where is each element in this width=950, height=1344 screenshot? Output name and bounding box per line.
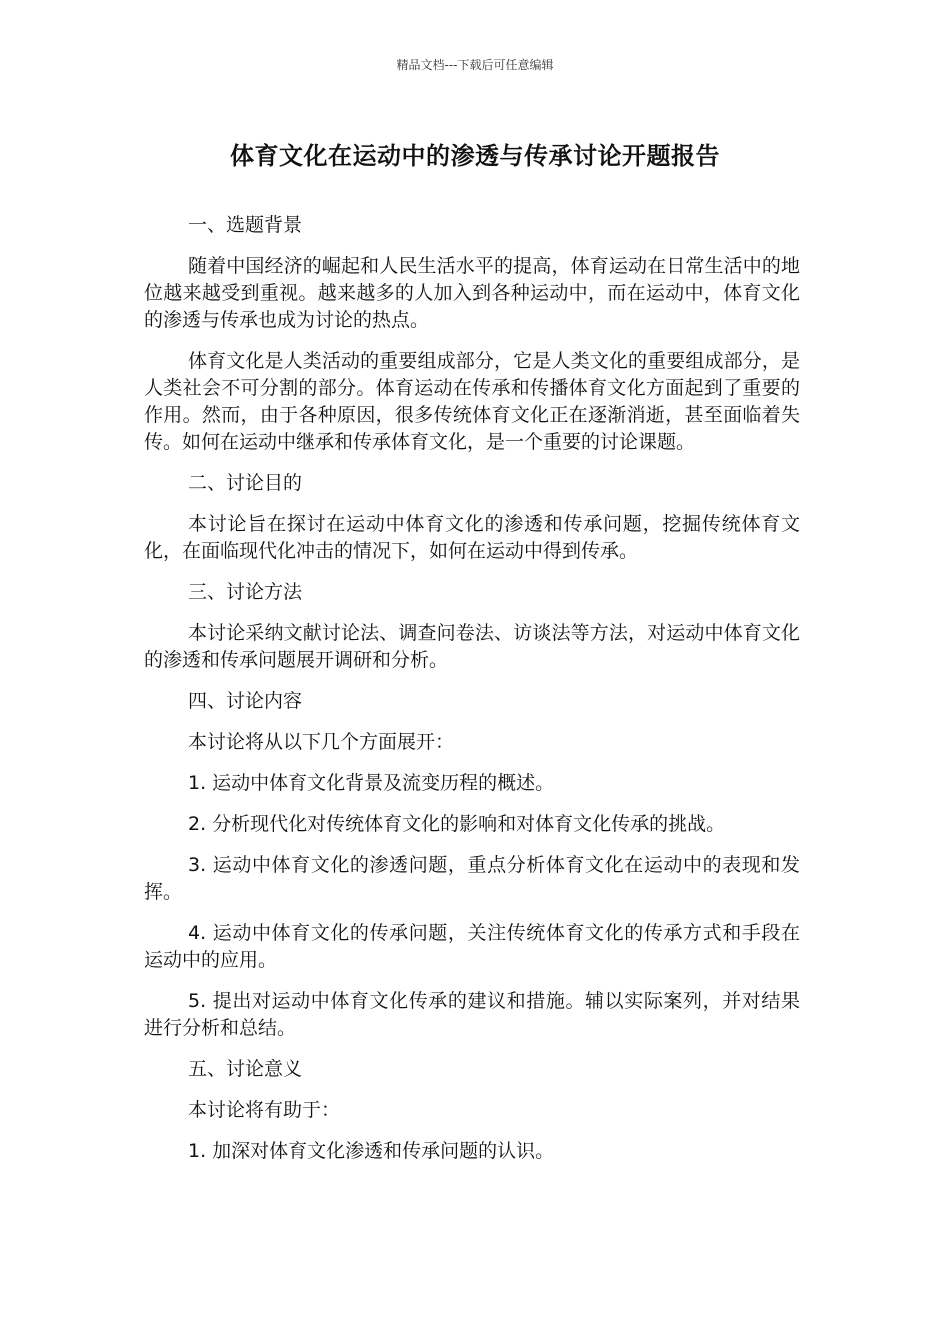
list-item: 2. 分析现代化对传统体育文化的影响和对体育文化传承的挑战。 [188, 813, 726, 835]
paragraph: 本讨论将有助于： [188, 1099, 341, 1121]
section-heading-background: 一、选题背景 [188, 214, 303, 236]
paragraph: 体育文化是人类活动的重要组成部分，它是人类文化的重要组成部分，是人类社会不可分割的部分。体育运动在传承和传播体育文化方面起到了重要的作用。然而，由于各种原因，很多传统体育文化正在逐渐消逝，甚至面临着失传。如何在运动中继承和传承体育文化，是一个重要的讨论课题。 [144, 350, 800, 453]
paragraph: 本讨论旨在探讨在运动中体育文化的渗透和传承问题，挖掘传统体育文化，在面临现代化冲击的情况下，如何在运动中得到传承。 [144, 513, 800, 562]
list-item: 1. 加深对体育文化渗透和传承问题的认识。 [188, 1140, 555, 1162]
list-item: 5. 提出对运动中体育文化传承的建议和措施。辅以实际案列，并对结果进行分析和总结。 [144, 990, 800, 1039]
section-heading-purpose: 二、讨论目的 [188, 472, 303, 494]
list-item: 4. 运动中体育文化的传承问题，关注传统体育文化的传承方式和手段在运动中的应用。 [144, 922, 800, 971]
section-heading-content: 四、讨论内容 [188, 690, 303, 712]
list-item: 3. 运动中体育文化的渗透问题，重点分析体育文化在运动中的表现和发挥。 [144, 854, 800, 903]
paragraph: 本讨论将从以下几个方面展开： [188, 731, 455, 753]
section-heading-method: 三、讨论方法 [188, 581, 303, 603]
paragraph: 本讨论采纳文献讨论法、调查问卷法、访谈法等方法，对运动中体育文化的渗透和传承问题展开调研和分析。 [144, 622, 800, 671]
paragraph: 随着中国经济的崛起和人民生活水平的提高，体育运动在日常生活中的地位越来越受到重视。越来越多的人加入到各种运动中，而在运动中，体育文化的渗透与传承也成为讨论的热点。 [144, 255, 800, 331]
document-body [144, 212, 800, 1179]
page-header: 精品文档---下载后可任意编辑 [396, 58, 554, 72]
document-title: 体育文化在运动中的渗透与传承讨论开题报告 [230, 142, 720, 170]
section-heading-significance: 五、讨论意义 [188, 1058, 303, 1080]
list-item: 1. 运动中体育文化背景及流变历程的概述。 [188, 772, 555, 794]
